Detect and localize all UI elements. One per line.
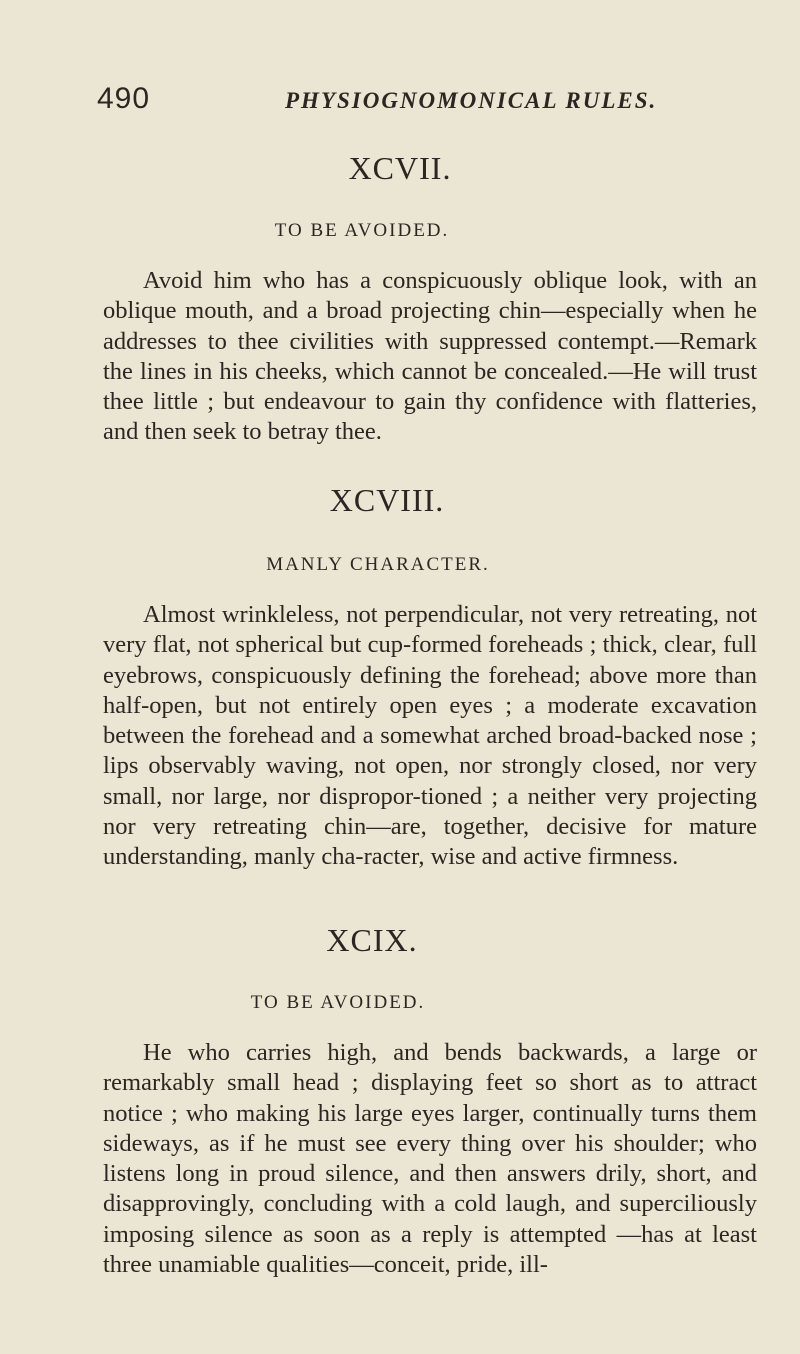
section-subtitle: MANLY CHARACTER. xyxy=(266,554,490,575)
section-text: Avoid him who has a conspicuously oblique look, with an oblique mouth, and a broad projecting chin—especially when he addresses to thee civilities with suppressed contempt.—Remark the lines in his cheeks, which cannot be concealed.—He will trust thee little ; but endeavour to gain thy confidence with flatteries, and then seek to betray thee. xyxy=(103,267,757,446)
section-subtitle: TO BE AVOIDED. xyxy=(274,220,450,241)
section-numeral: XCIX. xyxy=(326,922,418,958)
section-text: He who carries high, and bends backwards, a large or remarkably small head ; displaying feet so short as to attract notice ; who making his large eyes larger, continually turns them sideways, as if he must see every thing over his shoulder; who listens long in proud silence, and then answers drily, short, and disapprovingly, concluding with a cold laugh, and superciliously imposing silence as soon as a reply is attempted —has at least three unamiable qualities—conceit, pride, ill- xyxy=(103,1039,757,1279)
page-number: 490 xyxy=(97,82,151,115)
section-text: Almost wrinkleless, not perpendicular, not very retreating, not very flat, not spherical but cup-formed foreheads ; thick, clear, full eyebrows, conspicuously defining the forehead; above more than half-open, but not entirely open eyes ; a moderate excavation between the forehead and a somewhat arched broad-backed nose ; lips observably waving, not open, nor strongly closed, nor very small, nor large, nor dispropor-tioned ; a neither very projecting nor very retreating chin—are, together, decisive for mature understanding, manly cha-racter, wise and active firmness. xyxy=(103,601,757,871)
section-numeral: XCVII. xyxy=(348,150,452,186)
section-subtitle: TO BE AVOIDED. xyxy=(250,992,426,1013)
running-title: PHYSIOGNOMONICAL RULES. xyxy=(285,88,658,113)
running-head xyxy=(97,82,737,122)
section-numeral: XCVIII. xyxy=(329,482,445,518)
